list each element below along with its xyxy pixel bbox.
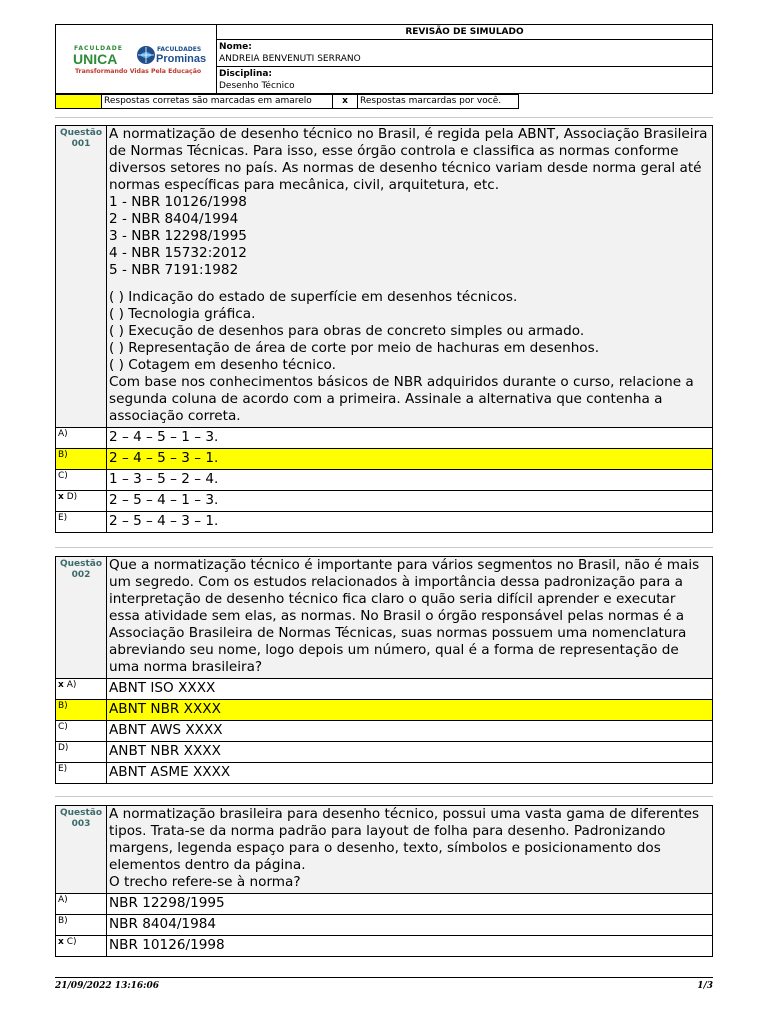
option-row-correct (56, 700, 713, 721)
option-label: A) (56, 894, 107, 915)
option-text: 2 – 5 – 4 – 1 – 3. (107, 491, 713, 512)
option-label: x A) (56, 679, 107, 700)
logo-slogan: Transformando Vidas Pela Educação (75, 68, 202, 75)
footer-datetime: 21/09/2022 13:16:06 (55, 981, 160, 991)
option-text: ABNT AWS XXXX (107, 721, 713, 742)
footer-page-number: 1/3 (697, 981, 713, 991)
logo-unica: UNICA (73, 51, 118, 67)
question-number-value: 002 (71, 570, 91, 580)
option-label: A) (56, 428, 107, 449)
logo-faculdade: FACULDADE (74, 45, 123, 52)
option-row (56, 428, 713, 449)
question-number-value: 003 (71, 819, 91, 829)
question-text: Que a normatização técnico é importante para vários segmentos no Brasil, não é mais um segredo. Com os estudos relacionados à importância dessa padronização para a interpretação de desenho técnico fica claro o quão seria difícil aprender e executar essa atividade sem elas, as normas. No Brasil o órgão responsável pelas normas é a Associação Brasileira de Normas Técnicas, suas normas possuem uma nomenclatura abreviando seu nome, logo depois um número, qual é a forma de representação de uma norma brasileira? (107, 557, 713, 679)
name-label: Nome: (219, 42, 252, 52)
question-line: ( ) Indicação do estado de superfície em desenhos técnicos. (109, 289, 518, 305)
question-line: ( ) Tecnologia gráfica. (109, 306, 256, 322)
option-label: E) (56, 763, 107, 784)
question-003 (55, 805, 713, 957)
option-row-marked (56, 936, 713, 957)
option-label: x D) (56, 491, 107, 512)
option-row-marked (56, 679, 713, 700)
question-line: 4 - NBR 15732:2012 (109, 245, 247, 261)
legend-correct-text: Respostas corretas são marcadas em amarelo (102, 95, 333, 109)
legend-marked-symbol: x (333, 95, 358, 109)
logo-prominas: Prominas (156, 53, 207, 65)
question-line: ( ) Representação de área de corte por meio de hachuras em desenhos. (109, 340, 600, 356)
option-text: ABNT ISO XXXX (107, 679, 713, 700)
question-line: ( ) Execução de desenhos para obras de concreto simples ou armado. (109, 323, 585, 339)
separator (55, 796, 713, 797)
question-label: Questão (59, 128, 103, 138)
question-label: Questão (59, 808, 103, 818)
option-label: D) (56, 742, 107, 763)
option-row (56, 763, 713, 784)
option-row (56, 915, 713, 936)
page-title: REVISÃO DE SIMULADO (217, 25, 713, 40)
logo-cell (56, 25, 217, 94)
logo-faculdades: FACULDADES (157, 46, 202, 53)
question-paragraph: A normatização brasileira para desenho técnico, possui uma vasta gama de diferentes tipos. Trata-se da norma padrão para layout de folha para desenho. Padronizando margens, legenda espaço para o desenho, texto, símbolos e posicionamento dos elementos dentro da página. (109, 806, 700, 873)
option-text: ANBT NBR XXXX (107, 742, 713, 763)
option-label: x C) (56, 936, 107, 957)
legend-table (55, 94, 519, 109)
legend-marked-text: Respostas marcardas por você. (358, 95, 519, 109)
option-label: E) (56, 512, 107, 533)
option-row (56, 742, 713, 763)
question-number (56, 806, 107, 894)
option-text: 2 – 5 – 4 – 3 – 1. (107, 512, 713, 533)
option-label: B) (56, 915, 107, 936)
question-line: 2 - NBR 8404/1994 (109, 211, 239, 227)
option-text: NBR 10126/1998 (107, 936, 713, 957)
question-number (56, 126, 107, 428)
question-number (56, 557, 107, 679)
footer-divider (55, 977, 713, 978)
discipline-field (217, 67, 713, 94)
option-text: NBR 12298/1995 (107, 894, 713, 915)
question-001 (55, 125, 713, 533)
globe-icon (137, 46, 155, 64)
option-label: B) (56, 700, 107, 721)
question-line: 1 - NBR 10126/1998 (109, 194, 247, 210)
option-label: B) (56, 449, 107, 470)
option-row (56, 512, 713, 533)
separator (55, 547, 713, 548)
discipline-label: Disciplina: (219, 69, 273, 79)
option-text: NBR 8404/1984 (107, 915, 713, 936)
option-text: 2 – 4 – 5 – 3 – 1. (107, 449, 713, 470)
question-text (107, 806, 713, 894)
question-paragraph: A normatização de desenho técnico no Brasil, é regida pela ABNT, Associação Brasileira de Normas Técnicas. Para isso, esse órgão controla e classifica as normas conforme diversos setores no país. As normas de desenho técnico variam desde norma geral até normas específicas para mecânica, civil, arquitetura, etc. (109, 126, 708, 193)
question-number-value: 001 (71, 139, 91, 149)
question-line: O trecho refere-se à norma? (109, 874, 301, 890)
question-label: Questão (59, 559, 103, 569)
option-row-correct (56, 449, 713, 470)
option-text: ABNT NBR XXXX (107, 700, 713, 721)
question-line: ( ) Cotagem em desenho técnico. (109, 357, 336, 373)
question-line: 5 - NBR 7191:1982 (109, 262, 239, 278)
option-text: ABNT ASME XXXX (107, 763, 713, 784)
question-002 (55, 556, 713, 784)
question-paragraph: Com base nos conhecimentos básicos de NBR adquiridos durante o curso, relacione a segunda coluna de acordo com a primeira. Assinale a alternativa que contenha a associação correta. (109, 374, 694, 424)
header-table (55, 24, 713, 94)
institution-logo (56, 26, 216, 92)
discipline-value: Desenho Técnico (219, 81, 295, 91)
name-value: ANDREIA BENVENUTI SERRANO (219, 54, 361, 64)
legend-yellow-swatch (56, 95, 102, 109)
question-text (107, 126, 713, 428)
option-row (56, 894, 713, 915)
option-row (56, 721, 713, 742)
separator (55, 117, 713, 118)
option-label: C) (56, 470, 107, 491)
option-text: 2 – 4 – 5 – 1 – 3. (107, 428, 713, 449)
option-row (56, 470, 713, 491)
name-field (217, 40, 713, 67)
option-text: 1 – 3 – 5 – 2 – 4. (107, 470, 713, 491)
question-line: 3 - NBR 12298/1995 (109, 228, 247, 244)
option-label: C) (56, 721, 107, 742)
option-row-marked (56, 491, 713, 512)
